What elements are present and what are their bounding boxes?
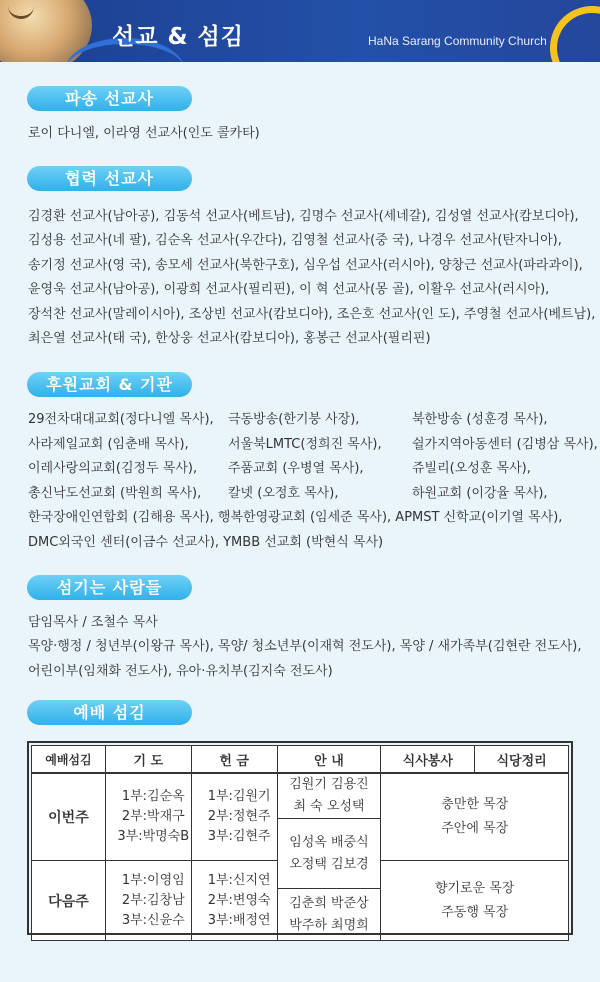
guide-entry: 김춘희 박준상 <box>289 895 369 911</box>
support-item: 극동방송(한기붕 사장), <box>228 412 360 427</box>
support-item: 북한방송 (성훈경 목사), <box>412 412 548 427</box>
partner-line: 김성용 선교사(네 팔), 김순옥 선교사(우간다), 김영철 선교사(중 국), 나경우 선교사(탄자니아), <box>28 233 562 248</box>
partner-line: 송기정 선교사(영 국), 송모세 선교사(북한구호), 심우섭 선교사(러시아), 양창근 선교사(파라과이), <box>28 258 583 273</box>
dispatch-line: 로이 다니엘, 이라영 선교사(인도 콜카타) <box>28 126 260 141</box>
header-cell: 안 내 <box>277 746 381 774</box>
support-item: 하원교회 (이강율 목사), <box>412 486 548 501</box>
support-item: 쉴가지역아동센터 (김병삼 목사), <box>412 437 598 452</box>
meal-entry: 충만한 목장 <box>441 797 509 812</box>
header-cell: 헌 금 <box>191 746 277 774</box>
support-item: 서울북LMTC(정희진 목사), <box>228 437 382 452</box>
prayer-entry: 1부:김순옥 <box>121 789 185 804</box>
servants-line: 담임목사 / 조철수 목사 <box>28 615 158 630</box>
table-row <box>32 773 569 819</box>
meal-cell <box>381 773 569 861</box>
section-title-support: 후원교회 & 기관 <box>27 372 192 397</box>
section-title-dispatch: 파송 선교사 <box>27 86 192 111</box>
prayer-entry: 3부:박명숙B <box>117 829 190 844</box>
meal-cell <box>381 861 569 941</box>
guide-entry: 박주하 최명희 <box>289 917 369 933</box>
row-label-this-week: 이번주 <box>32 773 106 861</box>
offering-entry: 2부:변영숙 <box>207 892 271 908</box>
row-label-next-week: 다음주 <box>32 861 106 941</box>
prayer-entry: 1부:이영임 <box>121 872 185 888</box>
section-title-worship: 예배 섬김 <box>27 700 192 725</box>
offering-entry: 3부:배정연 <box>207 912 271 928</box>
guide-cell <box>277 889 381 941</box>
support-item: 쥬빌리(오성훈 목사), <box>412 461 531 476</box>
offering-entry: 1부:신지연 <box>207 872 271 888</box>
prayer-cell <box>105 861 191 941</box>
header-cell: 예배섬김 <box>32 746 106 774</box>
support-item: 칼넷 (오정호 목사), <box>228 486 339 501</box>
decorative-arc <box>538 0 600 62</box>
support-line: DMC외국인 센터(이금수 선교사), YMBB 선교회 (박현식 목사) <box>28 535 384 550</box>
prayer-entry: 3부:신윤수 <box>121 912 185 928</box>
meal-entry: 주안에 목장 <box>441 821 509 836</box>
guide-cell <box>277 819 381 889</box>
support-item: 29전차대대교회(정다니엘 목사), <box>28 412 214 427</box>
partner-line: 최은열 선교사(태 국), 한상웅 선교사(캄보디아), 홍봉근 선교사(필리핀) <box>28 331 431 346</box>
servants-line: 어린이부(임채화 전도사), 유아·유치부(김지숙 전도사) <box>28 664 333 679</box>
worship-schedule-table <box>31 745 569 941</box>
partner-line: 김경환 선교사(남아공), 김동석 선교사(베트남), 김명수 선교사(세네갈), 김성열 선교사(캄보디아), <box>28 209 579 224</box>
prayer-cell <box>105 773 191 861</box>
section-title-partner: 협력 선교사 <box>27 166 192 191</box>
page-title: 선교 & 섬김 <box>112 24 244 50</box>
guide-entry: 임성옥 배중식 <box>289 834 369 850</box>
support-item: 이레사랑의교회(김정두 목사), <box>28 461 198 476</box>
header-banner <box>0 0 600 62</box>
guide-entry: 김원기 김용진 <box>289 777 369 792</box>
guide-entry: 최 숙 오성택 <box>293 799 365 814</box>
support-line: 한국장애인연합회 (김해용 목사), 행복한영광교회 (임세준 목사), APMST 신학교(이기열 목사), <box>28 510 563 525</box>
meal-entry: 주동행 목장 <box>441 904 509 920</box>
guide-entry: 오정택 김보경 <box>289 856 369 872</box>
support-item: 사라제일교회 (임춘배 목사), <box>28 437 189 452</box>
section-title-servants: 섬기는 사람들 <box>27 575 192 600</box>
meal-entry: 향기로운 목장 <box>434 880 515 896</box>
offering-cell <box>191 773 277 861</box>
offering-entry: 1부:김원기 <box>207 789 271 804</box>
support-item: 주품교회 (우병열 목사), <box>228 461 364 476</box>
church-name: HaNa Sarang Community Church <box>368 34 547 48</box>
table-header-row <box>32 746 569 774</box>
header-cell: 식사봉사 <box>381 746 475 774</box>
support-item: 총신낙도선교회 (박원희 목사), <box>28 486 202 501</box>
prayer-entry: 2부:김창남 <box>121 892 185 908</box>
header-cell: 기 도 <box>105 746 191 774</box>
header-cell: 식당정리 <box>475 746 569 774</box>
offering-cell <box>191 861 277 941</box>
partner-line: 장석찬 선교사(말레이시아), 조상빈 선교사(캄보디아), 조은호 선교사(인 도), 주영철 선교사(베트남), <box>28 307 596 322</box>
offering-entry: 3부:김현주 <box>207 829 271 844</box>
partner-line: 윤영욱 선교사(남아공), 이광희 선교사(필리핀), 이 혁 선교사(몽 골), 이활우 선교사(러시아), <box>28 282 550 297</box>
guide-cell <box>277 773 381 819</box>
servants-line: 목양·행정 / 청년부(이왕규 목사), 목양/ 청소년부(이재혁 전도사), 목양 / 새가족부(김현란 전도사), <box>28 639 582 654</box>
prayer-entry: 2부:박재구 <box>121 809 185 824</box>
offering-entry: 2부:정현주 <box>207 809 271 824</box>
